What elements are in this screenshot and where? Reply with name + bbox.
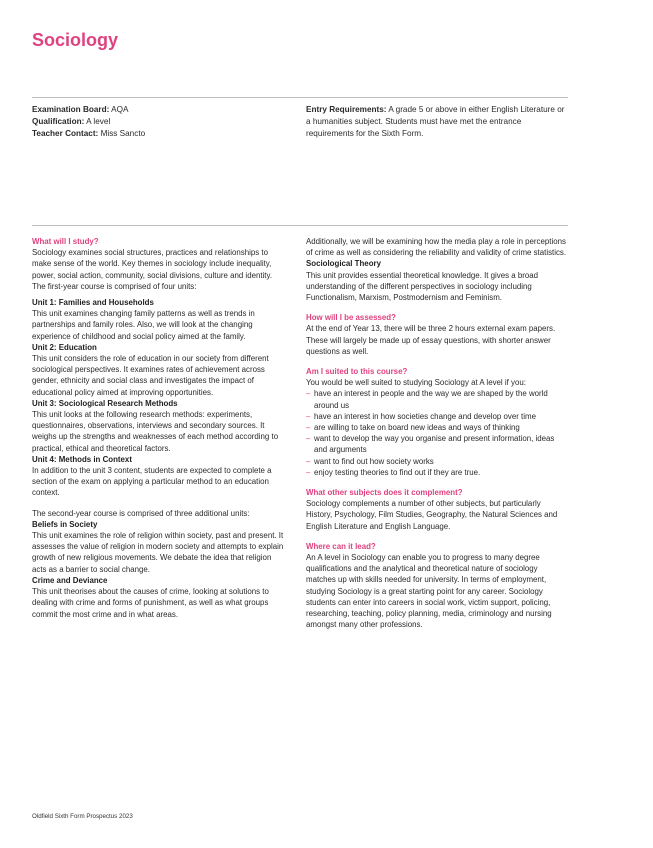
crime-heading: Crime and Deviance — [32, 575, 108, 585]
unit1-heading: Unit 1: Families and Households — [32, 298, 154, 308]
list-item: – are willing to take on board new ideas and ways of thinking — [306, 422, 568, 433]
entry-requirements — [306, 104, 568, 140]
unit2-heading: Unit 2: Education — [32, 342, 97, 352]
suited-list — [306, 388, 568, 478]
qualification-line — [32, 116, 282, 128]
entry-label: Entry Requirements: — [306, 105, 387, 114]
media-text: Additionally, we will be examining how the media play a role in perceptions of crime as well as considering the reliability and validity of crime statistics. — [306, 237, 567, 258]
exam-board-label: Examination Board: — [32, 105, 110, 114]
suited-heading: Am I suited to this course? — [306, 367, 408, 377]
page-title: Sociology — [32, 30, 119, 50]
list-item: – have an interest in people and the way we are shaped by the world around us — [306, 388, 568, 410]
course-details — [32, 104, 282, 140]
teacher-value: Miss Sancto — [100, 129, 146, 138]
qualification-value: A level — [86, 117, 111, 126]
assess-heading: How will I be assessed? — [306, 313, 396, 323]
assess-text: At the end of Year 13, there will be three 2 hours external exam papers. These will largely be made up of essay questions, with shorter answer questions as well. — [306, 324, 556, 356]
top-divider — [32, 97, 568, 98]
theory-heading: Sociological Theory — [306, 259, 381, 269]
suited-intro: You would be well suited to studying Sociology at A level if you: — [306, 378, 526, 388]
list-item: – want to find out how society works — [306, 456, 568, 467]
exam-board-value: AQA — [111, 105, 129, 114]
beliefs-text: This unit examines the role of religion within society, past and present. It assesses the value of religion in modern society and attempts to explain growth of new religious movements. We debate the idea that religion acts as a barrier to social change. — [32, 531, 284, 574]
unit3-heading: Unit 3: Sociological Research Methods — [32, 398, 178, 408]
exam-board-line — [32, 104, 282, 116]
theory-text: This unit provides essential theoretical knowledge. It gives a broad understanding of the different perspectives in sociology including Functionalism, Marxism, Postmodernism and Feminism. — [306, 270, 539, 303]
study-heading: What will I study? — [32, 237, 99, 246]
unit4-text: In addition to the unit 3 content, students are expected to complete a section of the exam on applying a particular method to an education context. — [32, 466, 272, 498]
footer-text: Oldfield Sixth Form Prospectus 2023 — [32, 813, 133, 820]
lead-text: An A level in Sociology can enable you to progress to many degree qualifications and the analytical and theoretical nature of sociology matches up with skills needed for university. In terms of employment, studying Sociology is a great starting point for any career. Sociology students can enter into careers in social work, victim support, policing, researching, teaching, policy planning, media, criminology and nursing amongst many other professions. — [306, 553, 552, 630]
crime-text: This unit theorises about the causes of crime, looking at solutions to dealing with crime and forms of punishment, as well as what groups commit the most crime and in what areas. — [32, 587, 269, 619]
entry-text: A grade 5 or above in either English Literature or a humanities subject. Students must have met the entrance requirements for the Sixth Form. — [306, 105, 565, 138]
list-item: – enjoy testing theories to find out if they are true. — [306, 467, 568, 478]
unit3-text: This unit looks at the following research methods: experiments, questionnaires, observations, interviews and secondary sources. It weighs up the strengths and weaknesses of each method according to practical, ethical and theoretical factors. — [32, 410, 279, 453]
middle-divider — [32, 225, 568, 226]
left-column — [32, 236, 287, 620]
teacher-line — [32, 128, 282, 140]
complement-heading: What other subjects does it complement? — [306, 488, 463, 498]
complement-text: Sociology complements a number of other subjects, but particularly History, Psychology, Film Studies, Geography, the Natural Sciences and English Literature and English Language. — [306, 499, 558, 531]
qualification-label: Qualification: — [32, 117, 85, 126]
list-item: – have an interest in how societies change and develop over time — [306, 411, 568, 422]
second-year-text: The second-year course is comprised of three additional units: — [32, 508, 250, 518]
teacher-label: Teacher Contact: — [32, 129, 99, 138]
beliefs-heading: Beliefs in Society — [32, 519, 98, 529]
list-item: – want to develop the way you organise and present information, ideas and arguments — [306, 433, 568, 455]
lead-heading: Where can it lead? — [306, 541, 376, 551]
unit1-text: This unit examines changing family patterns as well as trends in partnerships and family roles. Also, we will look at the changing experience of childhood and social policy aimed at the family. — [32, 309, 255, 341]
unit2-text: This unit considers the role of education in our society from different sociological perspectives. It examines rates of achievement across gender, ethnicity and social class and investigates the impact of educational policy aimed at improving opportunities. — [32, 354, 269, 397]
study-intro: Sociology examines social structures, practices and relationships to make sense of the world. Key themes in sociology include inequality, power, social action, community, social divisions, culture and identity. The first-year course is comprised of four units: — [32, 248, 273, 291]
unit4-heading: Unit 4: Methods in Context — [32, 454, 132, 464]
right-column — [306, 236, 568, 631]
